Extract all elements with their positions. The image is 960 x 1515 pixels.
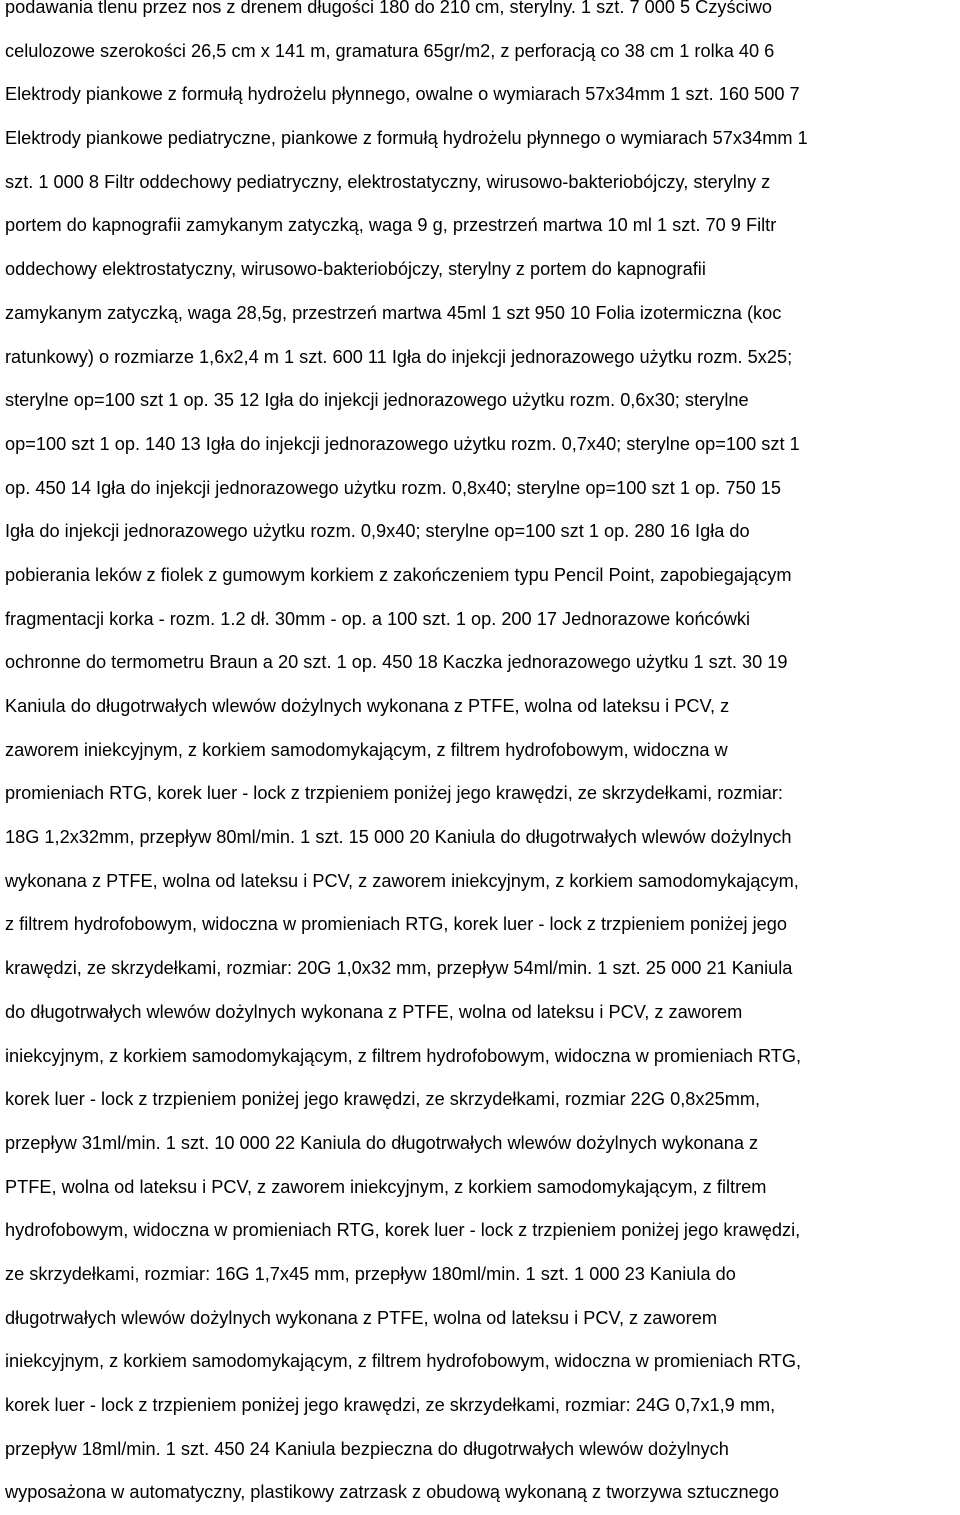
text-line: oddechowy elektrostatyczny, wirusowo-bakteriobójczy, sterylny z portem do kapnografii bbox=[5, 259, 706, 280]
text-line: iniekcyjnym, z korkiem samodomykającym, z filtrem hydrofobowym, widoczna w promieniach RTG, bbox=[5, 1351, 802, 1372]
text-line: przepływ 18ml/min. 1 szt. 450 24 Kaniula bezpieczna do długotrwałych wlewów dożylnych bbox=[5, 1438, 729, 1459]
text-line: Elektrody piankowe pediatryczne, piankowe z formułą hydrożelu płynnego o wymiarach 57x34mm 1 bbox=[5, 128, 808, 149]
text-line: zamykanym zatyczką, waga 28,5g, przestrzeń martwa 45ml 1 szt 950 10 Folia izotermiczna (koc bbox=[5, 302, 782, 323]
text-line: pobierania leków z fiolek z gumowym korkiem z zakończeniem typu Pencil Point, zapobiegającym bbox=[5, 564, 792, 585]
text-line: PTFE, wolna od lateksu i PCV, z zaworem iniekcyjnym, z korkiem samodomykającym, z filtrem bbox=[5, 1176, 767, 1197]
text-line: sterylne op=100 szt 1 op. 35 12 Igła do injekcji jednorazowego użytku rozm. 0,6x30; sterylne bbox=[5, 390, 749, 411]
text-line: do długotrwałych wlewów dożylnych wykonana z PTFE, wolna od lateksu i PCV, z zaworem bbox=[5, 1001, 743, 1022]
text-line: Elektrody piankowe z formułą hydrożelu płynnego, owalne o wymiarach 57x34mm 1 szt. 160 500 7 bbox=[5, 84, 800, 105]
text-line: op=100 szt 1 op. 140 13 Igła do injekcji jednorazowego użytku rozm. 0,7x40; sterylne op=100 szt 1 bbox=[5, 433, 800, 454]
text-line: hydrofobowym, widoczna w promieniach RTG, korek luer - lock z trzpieniem poniżej jego krawędzi, bbox=[5, 1220, 801, 1241]
text-line: ze skrzydełkami, rozmiar: 16G 1,7x45 mm, przepływ 180ml/min. 1 szt. 1 000 23 Kaniula do bbox=[5, 1263, 736, 1284]
text-line: Igła do injekcji jednorazowego użytku rozm. 0,9x40; sterylne op=100 szt 1 op. 280 16 Igła do bbox=[5, 521, 750, 542]
text-line: promieniach RTG, korek luer - lock z trzpieniem poniżej jego krawędzi, ze skrzydełkami, rozmiar: bbox=[5, 783, 783, 804]
text-line: długotrwałych wlewów dożylnych wykonana z PTFE, wolna od lateksu i PCV, z zaworem bbox=[5, 1307, 717, 1328]
text-line: szt. 1 000 8 Filtr oddechowy pediatryczny, elektrostatyczny, wirusowo-bakteriobójczy, sterylny z bbox=[5, 171, 771, 192]
text-line: korek luer - lock z trzpieniem poniżej jego krawędzi, ze skrzydełkami, rozmiar: 24G 0,7x1,9 mm, bbox=[5, 1395, 776, 1415]
text-line: celulozowe szerokości 26,5 cm x 141 m, gramatura 65gr/m2, z perforacją co 38 cm 1 rolka 40 6 bbox=[5, 40, 775, 61]
text-line: op. 450 14 Igła do injekcji jednorazowego użytku rozm. 0,8x40; sterylne op=100 szt 1 op. 750 15 bbox=[5, 477, 781, 498]
text-line: wykonana z PTFE, wolna od lateksu i PCV, z zaworem iniekcyjnym, z korkiem samodomykającym, bbox=[5, 870, 799, 891]
text-line: podawania tlenu przez nos z drenem długości 180 do 210 cm, sterylny. 1 szt. 7 000 5 Czyściwo bbox=[5, 0, 772, 17]
text-line: 18G 1,2x32mm, przepływ 80ml/min. 1 szt. 15 000 20 Kaniula do długotrwałych wlewów dożylnych bbox=[5, 827, 792, 848]
text-line: portem do kapnografii zamykanym zatyczką, waga 9 g, przestrzeń martwa 10 ml 1 szt. 70 9 Filtr bbox=[5, 215, 777, 236]
text-line: z filtrem hydrofobowym, widoczna w promieniach RTG, korek luer - lock z trzpieniem poniżej jego bbox=[5, 914, 788, 935]
text-line: wyposażona w automatyczny, plastikowy zatrzask z obudową wykonaną z tworzywa sztucznego bbox=[5, 1482, 779, 1503]
text-line: fragmentacji korka - rozm. 1.2 dł. 30mm - op. a 100 szt. 1 op. 200 17 Jednorazowe końcówki bbox=[5, 608, 751, 629]
text-line: ochronne do termometru Braun a 20 szt. 1 op. 450 18 Kaczka jednorazowego użytku 1 szt. 30 19 bbox=[5, 652, 788, 673]
text-line: iniekcyjnym, z korkiem samodomykającym, z filtrem hydrofobowym, widoczna w promieniach RTG, bbox=[5, 1045, 802, 1066]
text-line: zaworem iniekcyjnym, z korkiem samodomykającym, z filtrem hydrofobowym, widoczna w bbox=[5, 739, 728, 760]
text-line: ratunkowy) o rozmiarze 1,6x2,4 m 1 szt. 600 11 Igła do injekcji jednorazowego użytku rozm. 5x25; bbox=[5, 346, 793, 367]
text-line: Kaniula do długotrwałych wlewów dożylnych wykonana z PTFE, wolna od lateksu i PCV, z bbox=[5, 696, 730, 716]
text-line: krawędzi, ze skrzydełkami, rozmiar: 20G 1,0x32 mm, przepływ 54ml/min. 1 szt. 25 000 21 Kaniula bbox=[5, 958, 793, 979]
text-line: korek luer - lock z trzpieniem poniżej jego krawędzi, ze skrzydełkami, rozmiar 22G 0,8x25mm, bbox=[5, 1089, 761, 1110]
text-line: przepływ 31ml/min. 1 szt. 10 000 22 Kaniula do długotrwałych wlewów dożylnych wykonana z bbox=[5, 1132, 759, 1153]
